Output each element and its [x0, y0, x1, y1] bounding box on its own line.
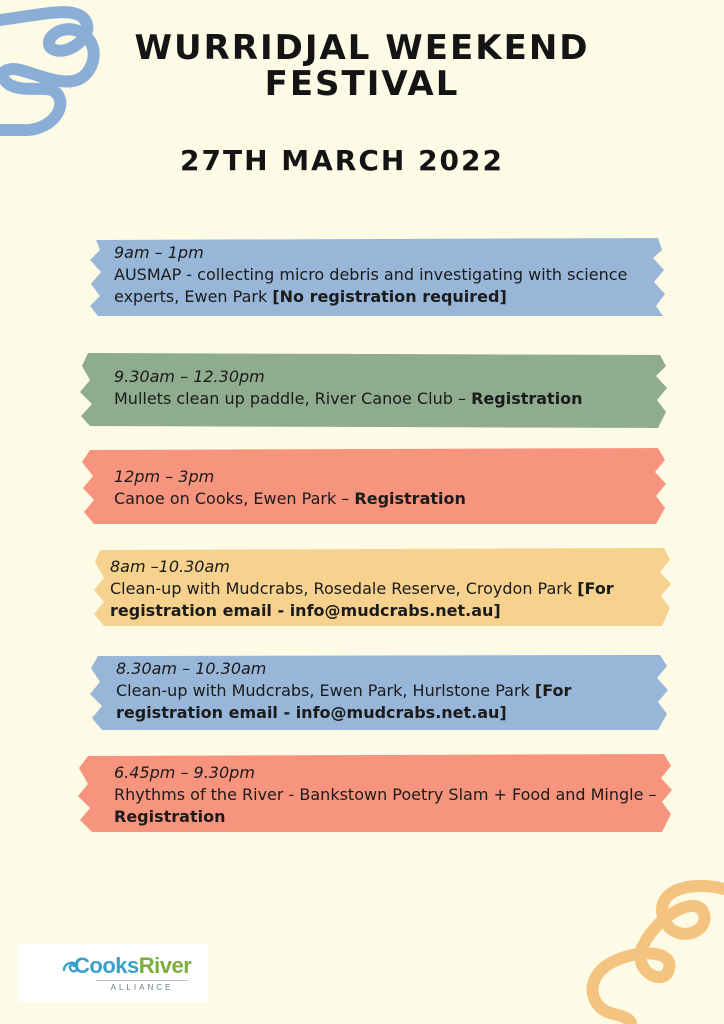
- event-description: Clean-up with Mudcrabs, Rosedale Reserve, Croydon Park: [110, 579, 578, 598]
- festival-date: 27TH MARCH 2022: [180, 144, 504, 177]
- festival-title: [0, 30, 724, 102]
- event-description: Canoe on Cooks, Ewen Park –: [114, 489, 355, 508]
- event-card: [88, 652, 668, 732]
- event-registration: [For registration email - info@mudcrabs.net.au]: [116, 681, 572, 722]
- logo-wordmark: [74, 953, 191, 979]
- event-registration: Registration: [114, 807, 226, 826]
- event-card: [76, 752, 672, 834]
- logo-alliance: ALLIANCE: [96, 980, 188, 992]
- festival-title-line2: FESTIVAL: [264, 64, 460, 104]
- event-card: [78, 350, 668, 430]
- logo-river: River: [138, 953, 192, 978]
- logo-cooks: Cooks: [74, 953, 139, 978]
- festival-title-line1: WURRIDJAL WEEKEND: [134, 28, 590, 68]
- event-time: 8am –10.30am: [110, 557, 230, 576]
- event-time: 8.30am – 10.30am: [116, 659, 267, 678]
- event-time: 9.30am – 12.30pm: [114, 367, 265, 386]
- event-registration: [For registration email - info@mudcrabs.net.au]: [110, 579, 614, 620]
- event-description: Clean-up with Mudcrabs, Ewen Park, Hurlstone Park: [116, 681, 535, 700]
- event-time: 9am – 1pm: [114, 243, 204, 262]
- cooks-river-alliance-logo: [18, 944, 208, 1002]
- event-time: 12pm – 3pm: [114, 467, 215, 486]
- event-card: [92, 546, 672, 628]
- event-time: 6.45pm – 9.30pm: [114, 763, 255, 782]
- event-card: [80, 446, 666, 526]
- event-registration: [No registration required]: [272, 287, 507, 306]
- event-registration: Registration: [471, 389, 583, 408]
- event-description: AUSMAP - collecting micro debris and investigating with science experts, Ewen Park: [114, 265, 628, 306]
- event-description: Rhythms of the River - Bankstown Poetry Slam + Food and Mingle –: [114, 785, 657, 804]
- event-description: Mullets clean up paddle, River Canoe Club –: [114, 389, 472, 408]
- event-registration: Registration: [354, 489, 466, 508]
- squiggle-decoration-bottom: [574, 874, 724, 1024]
- event-card: [88, 236, 666, 318]
